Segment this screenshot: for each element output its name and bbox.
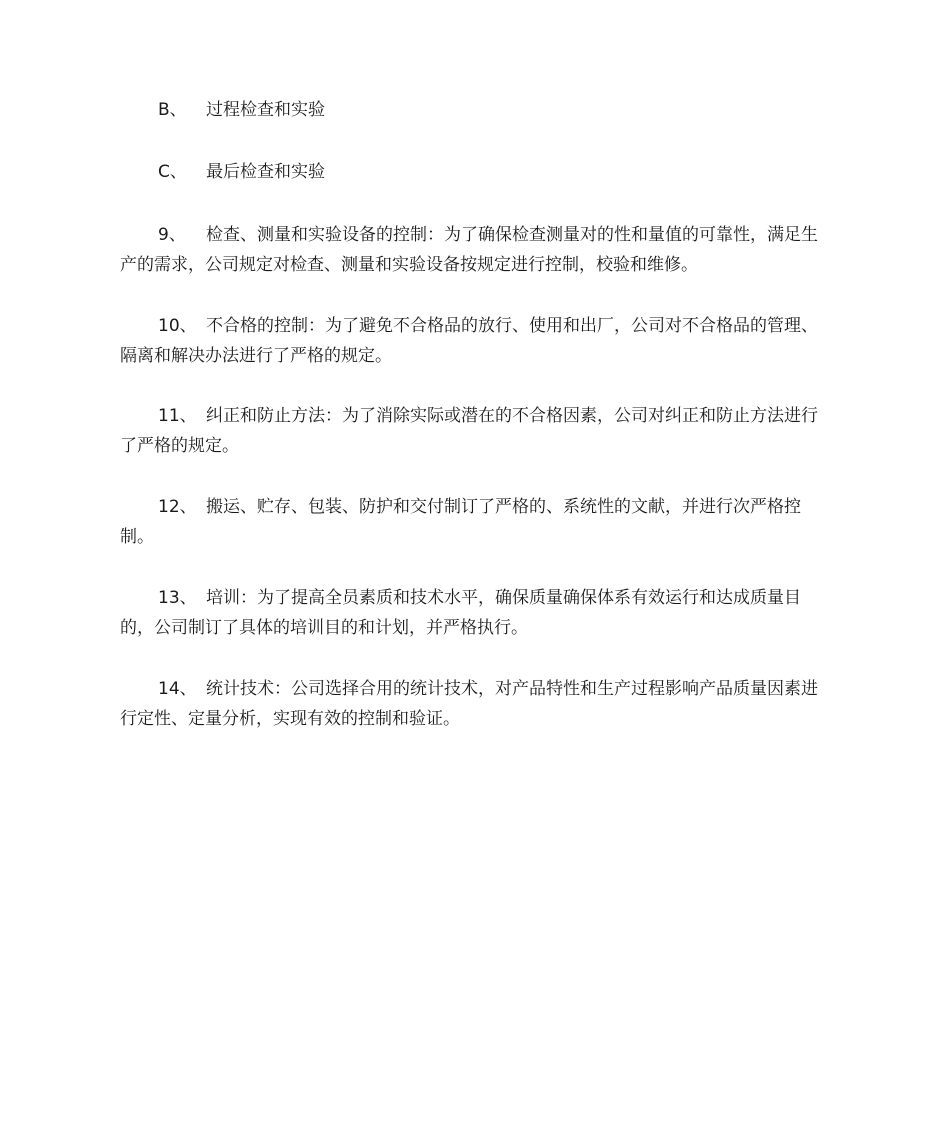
item-text: 最后检查和实验 xyxy=(206,162,325,182)
list-item xyxy=(120,583,832,643)
item-text: 搬运、贮存、包装、防护和交付制订了严格的、系统性的文献，并进行次严格控制。 xyxy=(120,497,801,547)
item-number: B、 xyxy=(158,100,187,120)
item-text: 统计技术：公司选择合用的统计技术，对产品特性和生产过程影响产品质量因素进行定性、定量分析，实现有效的控制和验证。 xyxy=(120,679,818,729)
list-item xyxy=(120,311,832,371)
item-text: 检查、测量和实验设备的控制：为了确保检查测量对的性和量值的可靠性，满足生产的需求，公司规定对检查、测量和实验设备按规定进行控制，校验和维修。 xyxy=(120,225,818,275)
list-item xyxy=(120,401,832,461)
item-number: 11、 xyxy=(158,406,197,426)
item-number: 14、 xyxy=(158,679,197,699)
item-number: 13、 xyxy=(158,588,197,608)
list-item xyxy=(120,492,832,552)
item-number: 9、 xyxy=(158,225,186,245)
list-item xyxy=(120,157,832,187)
item-number: 12、 xyxy=(158,497,197,517)
item-text: 纠正和防止方法：为了消除实际或潜在的不合格因素，公司对纠正和防止方法进行了严格的规定。 xyxy=(120,406,818,456)
list-item xyxy=(120,95,832,125)
item-number: 10、 xyxy=(158,316,197,336)
item-text: 过程检查和实验 xyxy=(206,100,325,120)
item-text: 不合格的控制：为了避免不合格品的放行、使用和出厂，公司对不合格品的管理、隔离和解决办法进行了严格的规定。 xyxy=(120,316,818,366)
item-number: C、 xyxy=(158,162,187,182)
list-item xyxy=(120,220,832,280)
item-text: 培训：为了提高全员素质和技术水平，确保质量确保体系有效运行和达成质量目的，公司制订了具体的培训目的和计划，并严格执行。 xyxy=(120,588,801,638)
list-item xyxy=(120,674,832,734)
